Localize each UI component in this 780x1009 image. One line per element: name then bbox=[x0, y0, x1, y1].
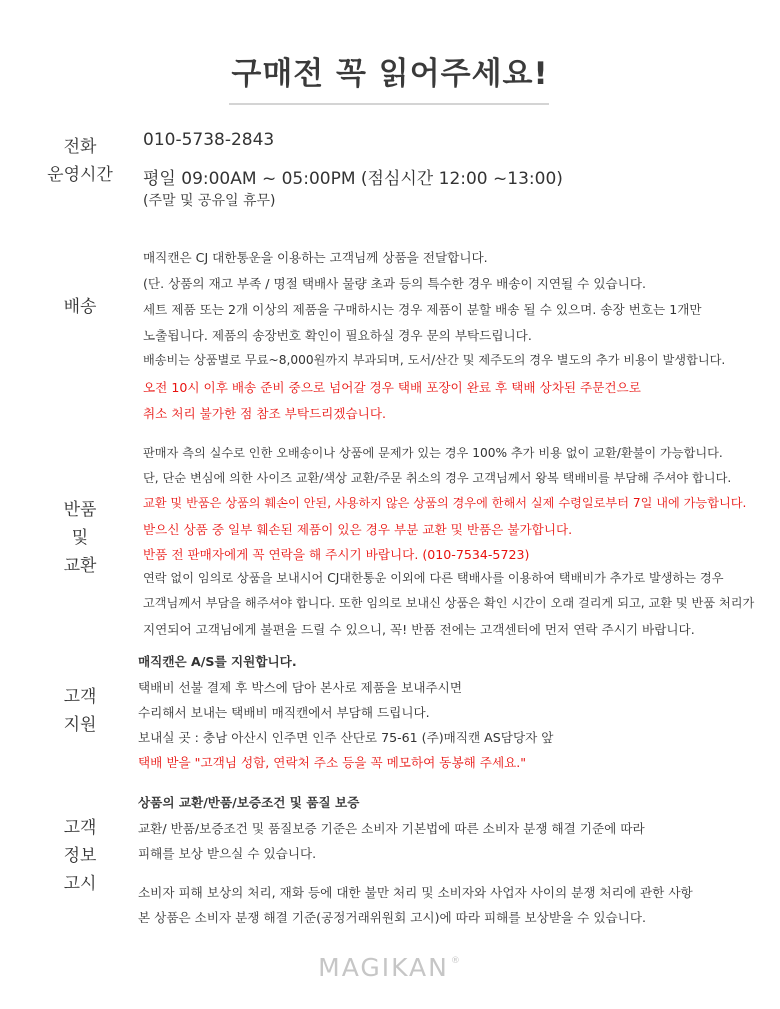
support-label bbox=[15, 683, 145, 739]
shipping-text-line: 세트 제품 또는 2개 이상의 제품을 구매하시는 경우 제품이 분할 배송 될 수 있으며. 송장 번호는 1개만 bbox=[143, 302, 702, 317]
support-text-line: 보내실 곳 : 충남 아산시 인주면 인주 산단로 75-61 (주)매직캔 AS담당자 앞 bbox=[138, 730, 554, 745]
phone-number: 010-5738-2843 bbox=[143, 130, 275, 150]
contact-label bbox=[15, 133, 145, 189]
title-divider bbox=[229, 103, 549, 105]
business-hours: 평일 09:00AM ~ 05:00PM (점심시간 12:00 ~13:00) bbox=[143, 169, 563, 189]
notice-text-line: 소비자 피해 보상의 처리, 재화 등에 대한 불만 처리 및 소비자와 사업자 사이의 분쟁 처리에 관한 사항 bbox=[138, 885, 693, 900]
shipping-label-line: 배송 bbox=[63, 297, 97, 317]
shipping-text-line: 취소 처리 불가한 점 참조 부탁드리겠습니다. bbox=[143, 406, 386, 421]
brand-logo bbox=[0, 953, 780, 982]
support-label-line: 지원 bbox=[63, 715, 97, 735]
shipping-text-line: 매직캔은 CJ 대한통운을 이용하는 고객님께 상품을 전달합니다. bbox=[143, 250, 488, 265]
notice-label bbox=[15, 814, 145, 898]
returns-label-line: 및 bbox=[71, 528, 89, 548]
shipping-label bbox=[15, 293, 145, 321]
support-text-line: 택배 받을 "고객님 성함, 연락처 주소 등을 꼭 메모하여 동봉해 주세요." bbox=[138, 755, 527, 770]
notice-text-line: 교환/ 반품/보증조건 및 품질보증 기준은 소비자 기본법에 따른 소비자 분쟁 해결 기준에 따라 bbox=[138, 821, 645, 836]
page-title: 구매전 꼭 읽어주세요! bbox=[231, 56, 549, 92]
notice-label-line: 고시 bbox=[63, 874, 97, 894]
returns-text-line: 고객님께서 부담을 해주셔야 합니다. 또한 임의로 보내신 상품은 확인 시간이 오래 걸리게 되고, 교환 및 반품 처리가 bbox=[143, 596, 755, 610]
holiday-note: (주말 및 공유일 휴무) bbox=[143, 193, 276, 209]
returns-label-line: 반품 bbox=[63, 500, 97, 520]
shipping-text-line: 노출됩니다. 제품의 송장번호 확인이 필요하실 경우 문의 부탁드립니다. bbox=[143, 328, 532, 343]
returns-text-line: 받으신 상품 중 일부 훼손된 제품이 있은 경우 부분 교환 및 반품은 불가합니다. bbox=[143, 522, 573, 537]
returns-label bbox=[15, 496, 145, 580]
returns-text-line: 지연되어 고객님에게 불편을 드릴 수 있으니, 꼭! 반품 전에는 고객센터에 먼저 연락 주시기 바랍니다. bbox=[143, 622, 695, 637]
notice-text-line: 본 상품은 소비자 분쟁 해결 기준(공정거래위원회 고시)에 따라 피해를 보상받을 수 있습니다. bbox=[138, 910, 646, 925]
returns-text-line: 연락 없이 임의로 상품을 보내시어 CJ대한통운 이외에 다른 택배사를 이용하여 택배비가 추가로 발생하는 경우 bbox=[143, 571, 724, 585]
shipping-text-line: (단. 상품의 재고 부족 / 명절 택배사 물량 초과 등의 특수한 경우 배송이 지연될 수 있습니다. bbox=[143, 276, 647, 291]
returns-text-line: 단, 단순 변심에 의한 사이즈 교환/색상 교환/주문 취소의 경우 고객님께서 왕복 택배비를 부담해 주셔야 합니다. bbox=[143, 471, 732, 485]
support-text-line: 수리해서 보내는 택배비 매직캔에서 부담해 드립니다. bbox=[138, 705, 430, 720]
notice-label-line: 정보 bbox=[63, 846, 97, 866]
shipping-text-line: 배송비는 상품별로 무료~8,000원까지 부과되며, 도서/산간 및 제주도의 경우 별도의 추가 비용이 발생합니다. bbox=[143, 353, 726, 367]
returns-text-line: 반품 전 판매자에게 꼭 연락을 해 주시기 바랍니다. (010-7534-5723) bbox=[143, 547, 530, 562]
returns-label-line: 교환 bbox=[63, 556, 97, 576]
returns-text-line: 판매자 측의 실수로 인한 오배송이나 상품에 문제가 있는 경우 100% 추가 비용 없이 교환/환불이 가능합니다. bbox=[143, 446, 723, 460]
notice-text-line: 피해를 보상 받으실 수 있습니다. bbox=[138, 846, 317, 861]
registered-mark: ® bbox=[450, 956, 462, 966]
support-label-line: 고객 bbox=[63, 687, 97, 707]
notice-text-line: 상품의 교환/반품/보증조건 및 품질 보증 bbox=[138, 795, 360, 810]
notice-label-line: 고객 bbox=[63, 818, 97, 838]
brand-name: MAGIKAN bbox=[318, 953, 449, 982]
shipping-text-line: 오전 10시 이후 배송 준비 중으로 넘어갈 경우 택배 포장이 완료 후 택배 상차된 주문건으로 bbox=[143, 380, 641, 395]
returns-text-line: 교환 및 반품은 상품의 훼손이 안된, 사용하지 않은 상품의 경우에 한해서 실제 수령일로부터 7일 내에 가능합니다. bbox=[143, 496, 747, 510]
contact-label-line: 전화 bbox=[63, 137, 97, 157]
support-text-line: 택배비 선불 결제 후 박스에 담아 본사로 제품을 보내주시면 bbox=[138, 680, 462, 695]
contact-label-line: 운영시간 bbox=[47, 165, 113, 185]
support-text-line: 매직캔은 A/S를 지원합니다. bbox=[138, 654, 297, 669]
